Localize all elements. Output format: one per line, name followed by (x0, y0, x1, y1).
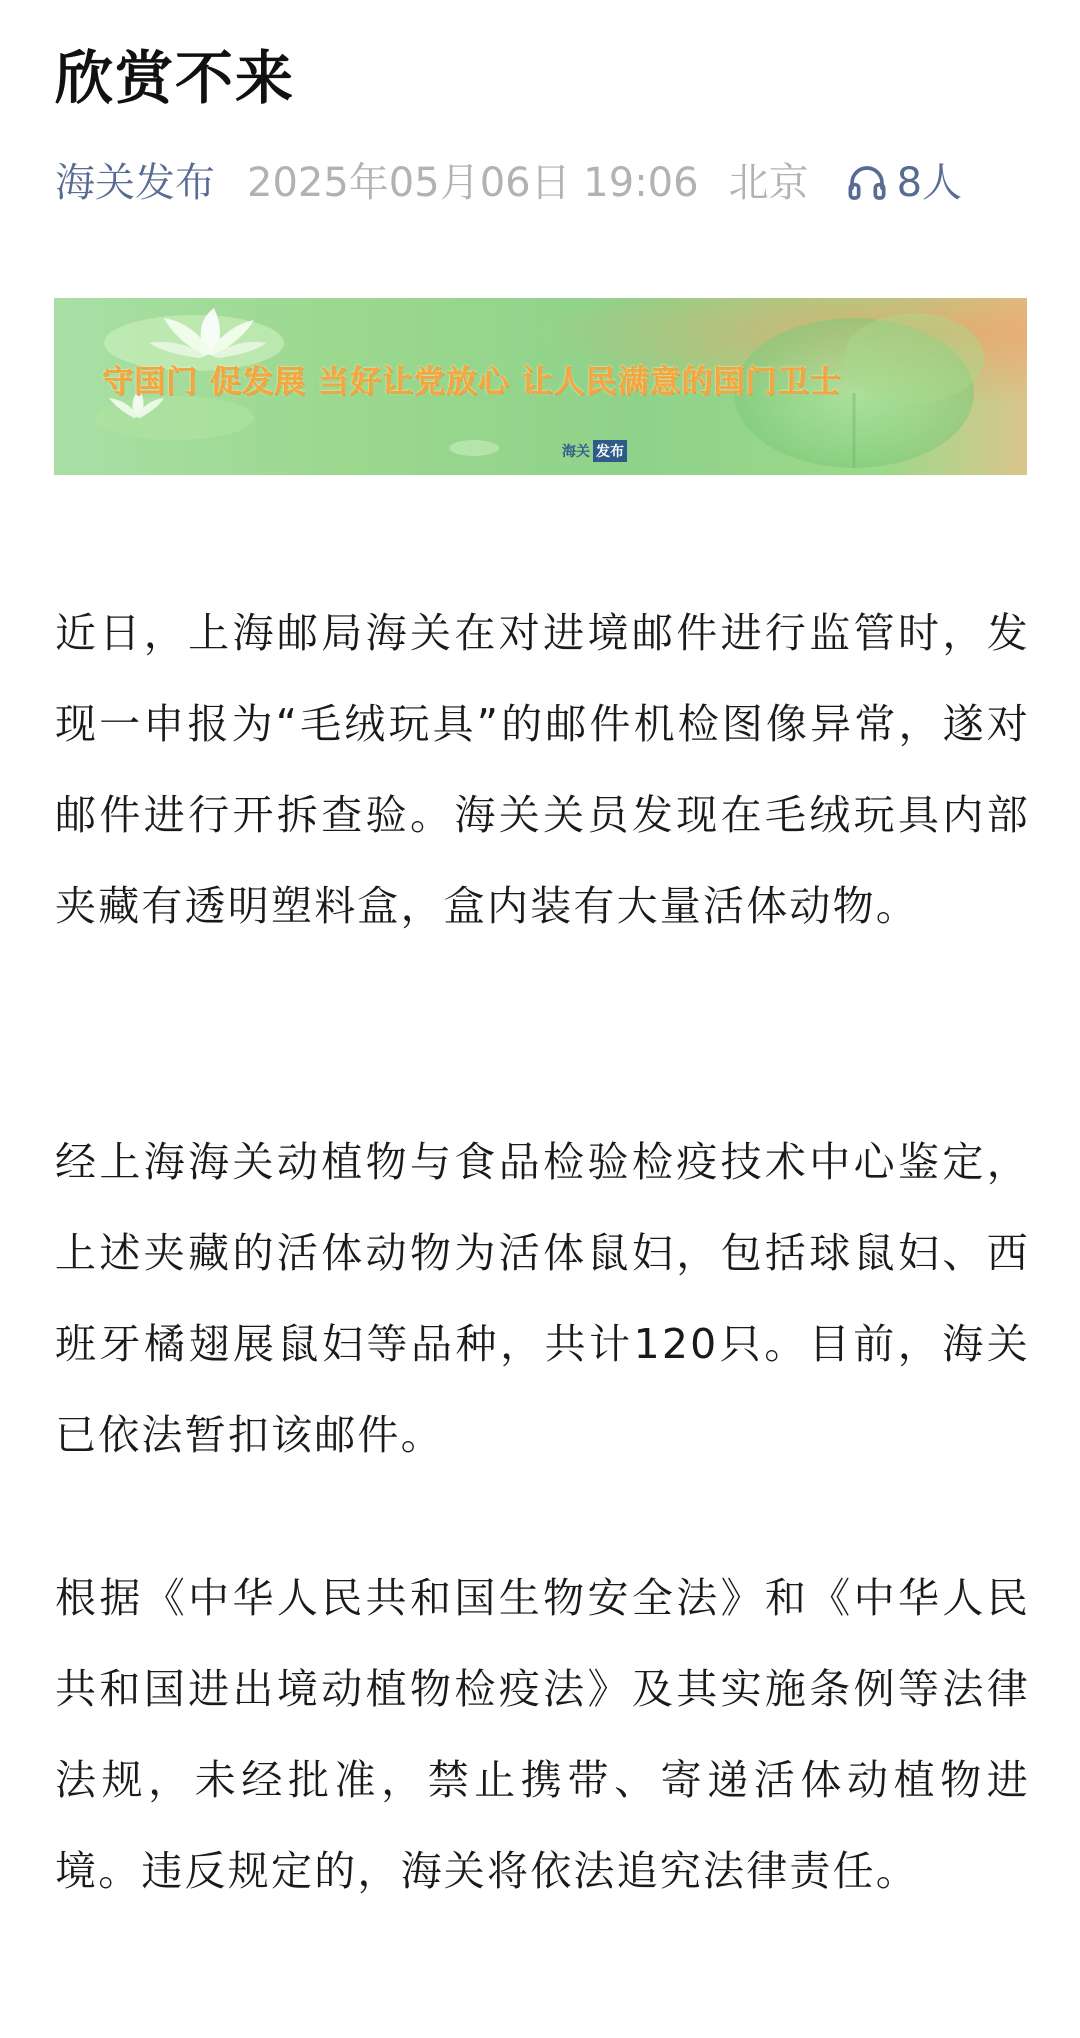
banner-slogan: 守国门 促发展 当好让党放心 让人民满意的国门卫士 (102, 364, 842, 400)
listen-count: 8人 (896, 160, 963, 206)
article-paragraph-3: 根据《中华人民共和国生物安全法》和《中华人民共和国进出境动植物检疫法》及其实施条例等法律法规，未经批准，禁止携带、寄递活体动植物进境。违反规定的，海关将依法追究法律责任。 (55, 1574, 1030, 1895)
article-paragraph-2: 经上海海关动植物与食品检验检疫技术中心鉴定，上述夹藏的活体动物为活体鼠妇，包括球鼠妇、西班牙橘翅展鼠妇等品种，共计120只。目前，海关已依法暂扣该邮件。 (55, 1138, 1030, 1459)
article-banner-image (54, 298, 1027, 475)
banner-logo (562, 440, 627, 462)
article-paragraph-1: 近日，上海邮局海关在对进境邮件进行监管时，发现一申报为“毛绒玩具”的邮件机检图像异常，遂对邮件进行开拆查验。海关关员发现在毛绒玩具内部夹藏有透明塑料盒，盒内装有大量活体动物。 (55, 609, 1030, 930)
publish-location: 北京 (728, 160, 809, 206)
banner-logo-text-2: 发布 (593, 440, 627, 462)
headphones-icon (847, 163, 887, 203)
article-meta (55, 153, 962, 213)
article-title: 欣赏不来 (55, 44, 296, 112)
listen-button[interactable] (847, 153, 962, 213)
source-account-link[interactable]: 海关发布 (55, 160, 215, 206)
publish-datetime: 2025年05月06日 19:06 (247, 160, 699, 206)
banner-logo-text-1: 海关 (562, 444, 590, 460)
